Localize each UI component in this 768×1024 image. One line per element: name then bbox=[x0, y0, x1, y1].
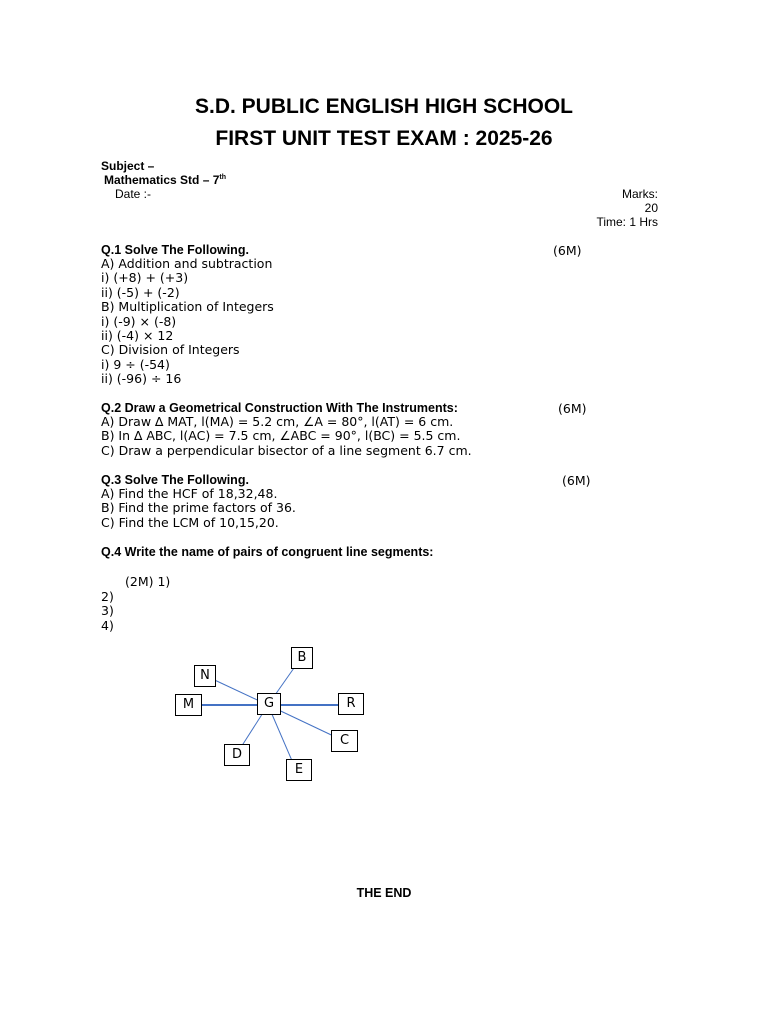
marks-label: Marks: bbox=[622, 187, 658, 201]
point-c-label: C bbox=[331, 730, 358, 752]
subject-label: Subject – bbox=[101, 159, 155, 173]
school-name: S.D. PUBLIC ENGLISH HIGH SCHOOL bbox=[194, 95, 574, 118]
q1-line: A) Addition and subtraction bbox=[101, 256, 273, 271]
q1-line: ii) (-5) + (-2) bbox=[101, 284, 180, 300]
q4-line: 3) bbox=[101, 603, 114, 619]
q1-line: i) (-9) × (-8) bbox=[101, 313, 177, 329]
q3-line: A) Find the HCF of 18,32,48. bbox=[101, 486, 278, 501]
point-n-label: N bbox=[194, 665, 216, 687]
q1-heading: Q.1 Solve The Following. bbox=[101, 243, 249, 257]
time-label: Time: 1 Hrs bbox=[596, 215, 658, 229]
q2-heading: Q.2 Draw a Geometrical Construction With The Instruments: bbox=[101, 401, 458, 415]
point-m-label: M bbox=[175, 694, 202, 716]
marks-value: 20 bbox=[644, 201, 658, 215]
q2-line: A) Draw ∆ MAT, l(MA) = 5.2 cm, ∠A = 80°, l(AT) = 6 cm. bbox=[101, 414, 454, 429]
q4-line: 2) bbox=[101, 589, 114, 604]
q4-line: 4) bbox=[101, 617, 114, 633]
q3-marks: (6M) bbox=[562, 473, 591, 488]
q1-line: ii) (-4) × 12 bbox=[101, 328, 174, 344]
q3-line: B) Find the prime factors of 36. bbox=[101, 500, 296, 516]
point-r-label: R bbox=[338, 693, 364, 715]
point-g-label: G bbox=[257, 693, 281, 715]
q4-heading: Q.4 Write the name of pairs of congruent line segments: bbox=[101, 545, 434, 559]
q3-line: C) Find the LCM of 10,15,20. bbox=[101, 514, 279, 530]
q1-marks: (6M) bbox=[553, 243, 582, 258]
exam-title: FIRST UNIT TEST EXAM : 2025-26 bbox=[215, 127, 553, 150]
point-d-label: D bbox=[224, 744, 250, 766]
subject-text: Mathematics Std – 7 bbox=[104, 173, 220, 187]
q2-line: C) Draw a perpendicular bisector of a line segment 6.7 cm. bbox=[101, 442, 472, 458]
q2-line: B) In ∆ ABC, l(AC) = 7.5 cm, ∠ABC = 90°, l(BC) = 5.5 cm. bbox=[101, 428, 461, 444]
q1-line: C) Division of Integers bbox=[101, 342, 240, 358]
q1-line: B) Multiplication of Integers bbox=[101, 299, 274, 315]
q3-heading: Q.3 Solve The Following. bbox=[101, 473, 249, 487]
q4-marks-line: (2M) 1) bbox=[125, 574, 171, 589]
q1-line: i) (+8) + (+3) bbox=[101, 270, 189, 286]
point-b-label: B bbox=[291, 647, 313, 669]
point-e-label: E bbox=[286, 759, 312, 781]
q2-marks: (6M) bbox=[558, 401, 587, 416]
date-label: Date :- bbox=[115, 187, 152, 201]
the-end-footer: THE END bbox=[356, 886, 412, 900]
q1-line: i) 9 ÷ (-54) bbox=[101, 356, 170, 372]
subject-sup: th bbox=[219, 174, 226, 181]
q1-line: ii) (-96) ÷ 16 bbox=[101, 371, 182, 387]
